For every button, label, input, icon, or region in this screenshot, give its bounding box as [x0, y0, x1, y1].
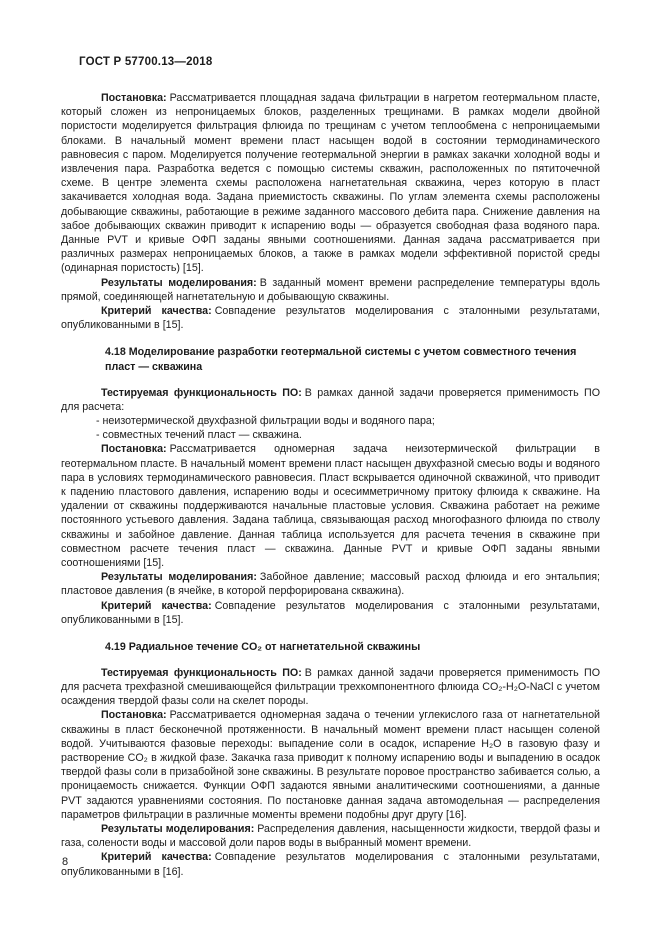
paragraph-text: Распределения давления, насыщенности жидкости, твердой фазы и газа, солености воды и массовой доли паров воды в выбранный момент времени. [61, 822, 600, 850]
paragraph-label: Постановка: [101, 443, 167, 456]
paragraph-statement-417 [61, 91, 600, 276]
paragraph-label: Результаты моделирования: [101, 822, 255, 835]
document-body [61, 91, 600, 879]
paragraph-label: Критерий качества: [101, 599, 212, 612]
page-number: 8 [62, 856, 69, 868]
paragraph-results-417 [61, 276, 600, 304]
paragraph-quality-418 [61, 599, 600, 627]
paragraph-text: Забойное давление; массовый расход флюида и его энтальпия; пластовое давления (в ячейке, в которой перфорирована скважина). [61, 571, 601, 598]
paragraph-label: Результаты моделирования: [101, 571, 257, 584]
paragraph-text: Рассматривается одномерная задача о течении углекислого газа от нагнетательной скважины в пласт бесконечной протяженности. В начальный момент времени пласт насыщен соленой водой. Учитываются фазовые переходы: выпадение соли в осадок, испарение H₂O в газовую фазу и растворение CO₂ в жидкой фазе. Закачка газа приводит к полному испарению воды и выпадению в осадок твердой фазы соли в призабойной зоне скважины. В результате поровое пространство забивается солью, а проницаемость снижается. Функции ОФП задаются явными аналитическими соотношениями, а данные PVT задаются уравнениями состояния. По постановке данная задача автомодельная — распределения параметров фильтрации в различные моменты времени подобны друг другу [16]. [61, 709, 600, 821]
paragraph-label: Тестируемая функциональность ПО: [101, 666, 302, 679]
paragraph-quality-417 [61, 304, 600, 332]
paragraph-label: Постановка: [101, 709, 167, 722]
paragraph-label: Результаты моделирования: [101, 276, 257, 289]
section-heading-419: 4.19 Радиальное течение CO₂ от нагнетательной скважины [105, 641, 421, 654]
paragraph-text: В заданный момент времени распределение температуры вдоль прямой, соединяющей нагнетательную и добывающую скважины. [61, 276, 600, 303]
document-header: ГОСТ Р 57700.13—2018 [79, 56, 213, 68]
paragraph-text: В рамках данной задачи проверяется применимость ПО для расчета трехфазной смешивающейся фильтрации трехкомпонентного флюида CO₂-H₂O-NaCl с учетом осаждения твердой фазы соли на скелет породы. [61, 666, 601, 708]
list-item-joint-flows: - совместных течений пласт — скважина. [96, 429, 302, 442]
paragraph-text: Рассматривается одномерная задача неизотермической фильтрации в геотермальном пласте. В начальный момент времени пласт насыщен двухфазной смесью воды и водяного пара в условиях термодинамического равновесия. Пласт вскрывается одиночной скважиной, что приводит к падению пластового давления, испарению воды и осесимметричному притоку флюида к скважине. На удалении от скважины поддерживаются начальные пластовые условия. Скважина работает на режиме постоянного устьевого давления. Задана таблица, связывающая расход многофазного флюида по стволу скважины и забойное давление. Данная таблица используется для расчета течения в скважине при совместном расчете течения пласт — скважина. Данные PVT и кривые ОФП заданы явными соотношениями [15]. [61, 443, 600, 570]
paragraph-text: Совпадение результатов моделирования с эталонными результатами, опубликованными в [16]. [61, 851, 600, 878]
paragraph-text: Рассматривается площадная задача фильтрации в нагретом геотермальном пласте, который сложен из непроницаемых блоков, разделенных трещинами. В рамках модели двойной пористости моделируется фильтрация флюида по трещинам с учетом теплообмена с непроницаемыми блоками. В начальный момент времени пласт насыщен водой в состоянии термодинамического равновесия с паром. Моделируется получение геотермальной энергии в рамках закачки холодной воды и извлечения пара. Разработка ведется с помощью системы скважин, расположенных по пятиточечной схеме. В центре элемента схемы расположена нагнетательная скважина, через которую в пласт закачивается холодная вода. Задана приемистость скважины. По углам элемента схемы расположены добывающие скважины, работающие в режиме заданного массового дебита пара. Снижение давления на забое добывающих скважин приводит к испарению воды — образуется свободная фаза водяного пара. Данные PVT и кривые ОФП заданы явными соотношениями. Данная задача рассматривается при различных размерах непроницаемых блоков, а также в рамках модели эффективной пористой среды (одинарная пористость) [15]. [61, 92, 600, 275]
paragraph-quality-419 [61, 850, 600, 878]
paragraph-text: В рамках данной задачи проверяется применимость ПО для расчета: [61, 386, 601, 413]
paragraph-statement-419 [61, 708, 600, 822]
section-heading-418: 4.18 Моделирование разработки геотермальной системы с учетом совместного течения пласт — скважина [105, 346, 577, 374]
paragraph-tested-functionality-418 [61, 386, 600, 414]
paragraph-text: Совпадение результатов моделирования с эталонными результатами, опубликованными в [15]. [61, 599, 600, 626]
paragraph-label: Тестируемая функциональность ПО: [101, 386, 302, 399]
paragraph-label: Критерий качества: [101, 851, 212, 864]
paragraph-label: Постановка: [101, 92, 167, 104]
paragraph-statement-418 [61, 442, 600, 570]
paragraph-text: Совпадение результатов моделирования с эталонными результатами, опубликованными в [15]. [61, 305, 600, 332]
paragraph-tested-functionality-419 [61, 666, 600, 709]
paragraph-results-418 [61, 570, 600, 598]
paragraph-label: Критерий качества: [101, 305, 212, 318]
list-item-nonisothermal-filtration: - неизотермической двухфазной фильтрации воды и водяного пара; [96, 415, 435, 428]
paragraph-results-419 [61, 822, 600, 850]
